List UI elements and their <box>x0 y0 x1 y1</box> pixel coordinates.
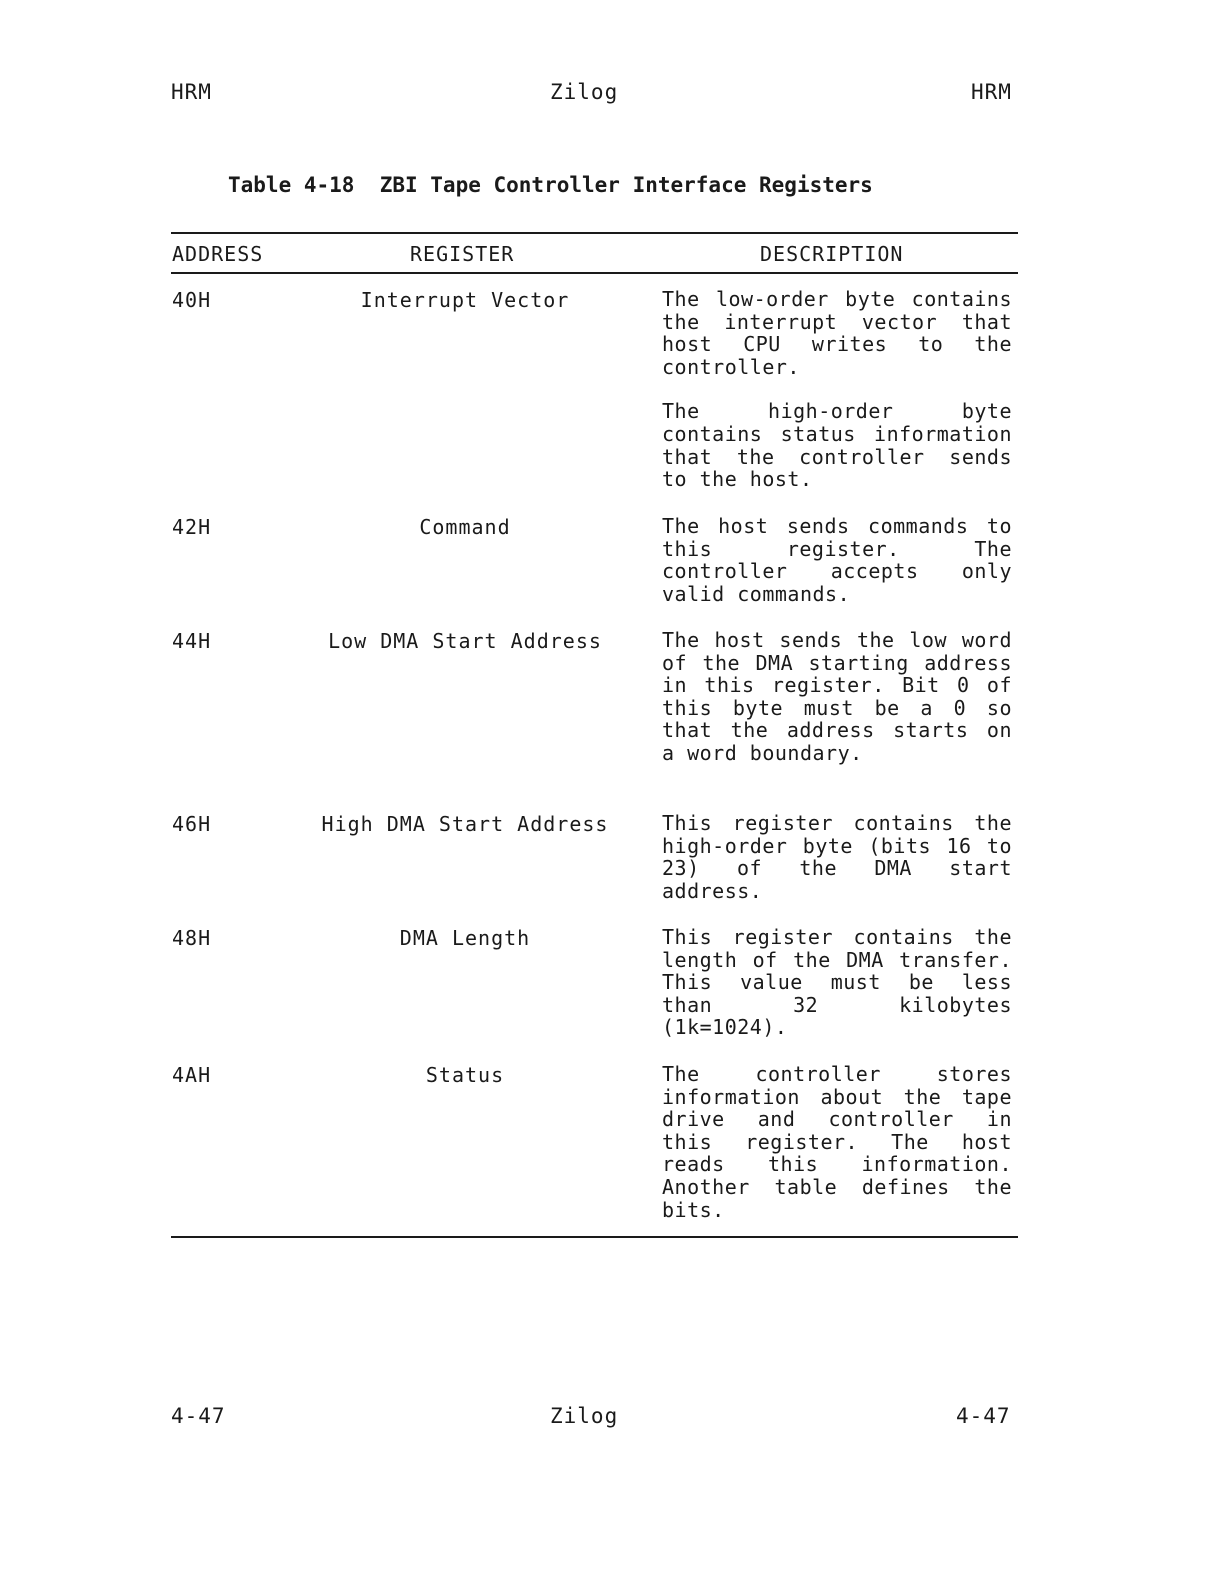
column-header-description: DESCRIPTION <box>760 242 904 266</box>
row-register: DMA Length <box>399 926 531 950</box>
row-description <box>662 629 1012 765</box>
row-address: 48H <box>172 926 212 950</box>
description-paragraph: This register contains the high-order byte (bits 16 to 23) of the DMA start address. <box>662 811 1012 903</box>
row-register: Interrupt Vector <box>360 288 570 312</box>
table-top-rule <box>171 232 1018 234</box>
footer-right-page-number: 4-47 <box>956 1404 1011 1428</box>
column-header-address: ADDRESS <box>172 242 264 266</box>
row-description <box>662 515 1012 605</box>
description-paragraph: The low-order byte contains the interrupt vector that host CPU writes to the controller. <box>662 287 1012 379</box>
description-paragraph: The controller stores information about the tape drive and controller in this register. The host reads this information. Another table defines the bits. <box>662 1062 1012 1222</box>
description-paragraph: This register contains the length of the DMA transfer. This value must be less than 32 kilobytes (1k=1024). <box>662 925 1012 1040</box>
description-paragraph: The host sends the low word of the DMA starting address in this register. Bit 0 of this byte must be a 0 so that the address starts on a word boundary. <box>662 628 1012 765</box>
row-address: 40H <box>172 288 212 312</box>
row-register: Status <box>425 1063 505 1087</box>
header-center: Zilog <box>550 80 619 104</box>
row-register: Command <box>419 515 511 539</box>
header-left: HRM <box>171 80 212 104</box>
table-caption: Table 4-18 ZBI Tape Controller Interface Registers <box>228 173 873 197</box>
table-bottom-rule <box>171 1236 1018 1238</box>
description-paragraph: The host sends commands to this register. The controller accepts only valid commands. <box>662 514 1012 606</box>
row-description <box>662 288 1012 491</box>
row-register: Low DMA Start Address <box>328 629 602 653</box>
row-description <box>662 1063 1012 1221</box>
footer-center: Zilog <box>550 1404 619 1428</box>
row-address: 46H <box>172 812 212 836</box>
row-description <box>662 812 1012 902</box>
description-paragraph: The high-order byte contains status information that the controller sends to the host. <box>662 399 1012 492</box>
row-address: 4AH <box>172 1063 212 1087</box>
header-right: HRM <box>971 80 1012 104</box>
row-register: High DMA Start Address <box>321 812 609 836</box>
column-header-register: REGISTER <box>410 242 515 266</box>
row-description <box>662 926 1012 1039</box>
footer-left-page-number: 4-47 <box>171 1404 226 1428</box>
table-header-rule <box>171 272 1018 274</box>
row-address: 44H <box>172 629 212 653</box>
row-address: 42H <box>172 515 212 539</box>
